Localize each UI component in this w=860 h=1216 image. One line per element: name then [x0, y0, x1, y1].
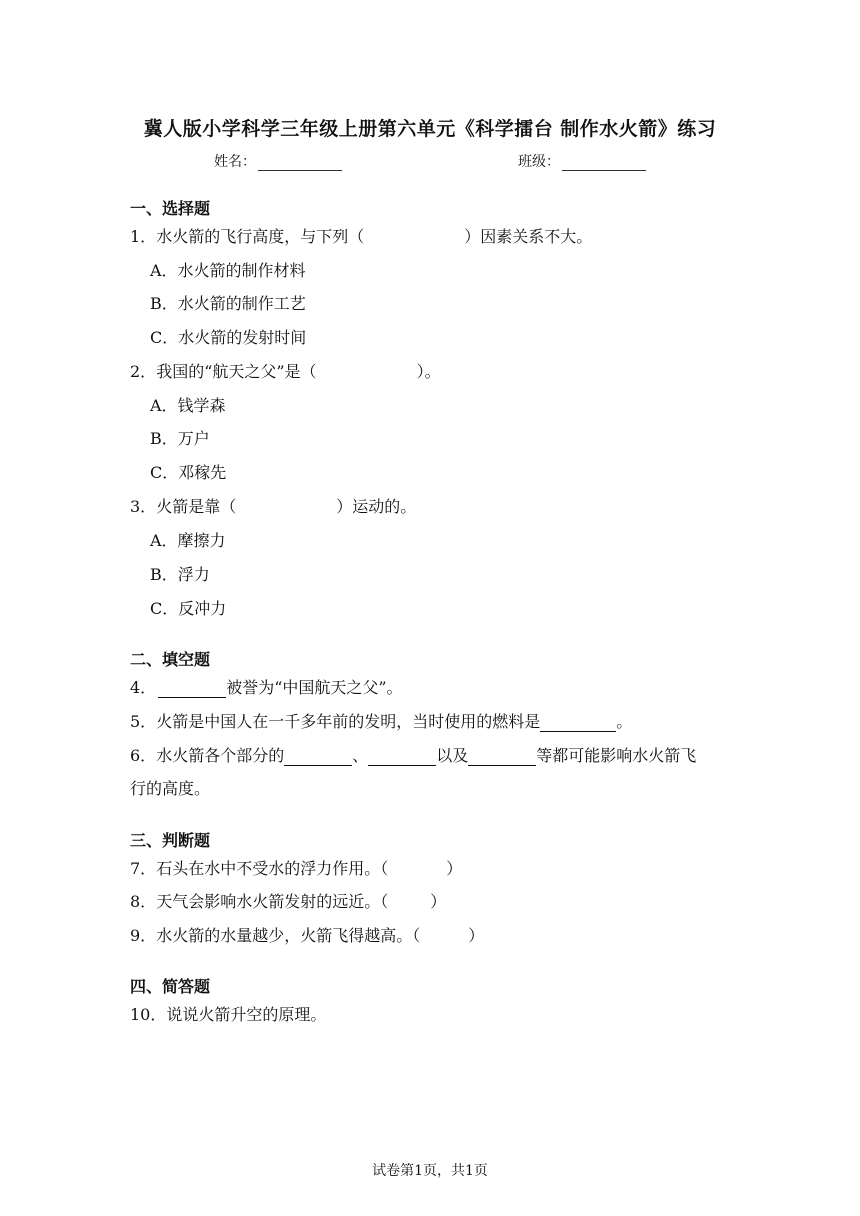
q1-option-c: C．水火箭的发射时间 — [150, 328, 307, 347]
q6-blank-2[interactable] — [368, 749, 436, 766]
q5-blank[interactable] — [540, 715, 616, 732]
question-1: 1．水火箭的飞行高度，与下列（ ）因素关系不大。 — [130, 227, 593, 246]
question-2: 2．我国的“航天之父”是（ ）。 — [130, 362, 441, 381]
q4-blank[interactable] — [158, 681, 226, 698]
question-7: 7．石头在水中不受水的浮力作用。（ ） — [130, 859, 463, 878]
q1-option-a: A．水火箭的制作材料 — [150, 261, 306, 280]
section-judge-heading: 三、判断题 — [130, 831, 211, 850]
class-blank[interactable] — [562, 156, 646, 171]
question-4: 4． 被誉为“中国航天之父”。 — [130, 678, 403, 697]
q2-option-b: B．万户 — [150, 429, 210, 448]
question-9: 9．水火箭的水量越少，火箭飞得越高。（ ） — [130, 926, 485, 945]
name-blank[interactable] — [258, 156, 342, 171]
q6-blank-3[interactable] — [468, 749, 536, 766]
q1-option-b: B．水火箭的制作工艺 — [150, 294, 306, 313]
q3-option-a: A．摩擦力 — [150, 531, 226, 550]
q3-option-b: B．浮力 — [150, 565, 210, 584]
page-footer: 试卷第1页，共1页 — [372, 1163, 488, 1179]
q2-option-c: C．邓稼先 — [150, 463, 227, 482]
question-6: 6．水火箭各个部分的 、 以及 等都可能影响水火箭飞 — [130, 746, 697, 765]
q2-option-a: A．钱学森 — [150, 396, 226, 415]
question-6-continued: 行的高度。 — [130, 779, 211, 798]
section-choice-heading: 一、选择题 — [130, 199, 211, 218]
class-label: 班级： — [518, 154, 560, 170]
question-5: 5．火箭是中国人在一千多年前的发明，当时使用的燃料是 。 — [130, 712, 633, 731]
class-field — [518, 151, 646, 171]
section-short-answer-heading: 四、简答题 — [130, 977, 211, 996]
q3-option-c: C．反冲力 — [150, 599, 227, 618]
question-10: 10．说说火箭升空的原理。 — [130, 1005, 327, 1024]
page-title: 冀人版小学科学三年级上册第六单元《科学擂台 制作水火箭》练习 — [143, 118, 717, 140]
name-label: 姓名： — [214, 154, 256, 170]
q6-blank-1[interactable] — [284, 749, 352, 766]
question-8: 8．天气会影响水火箭发射的远近。（ ） — [130, 892, 447, 911]
question-3: 3．火箭是靠（ ）运动的。 — [130, 497, 417, 516]
name-field — [214, 151, 342, 171]
section-fill-heading: 二、填空题 — [130, 650, 211, 669]
